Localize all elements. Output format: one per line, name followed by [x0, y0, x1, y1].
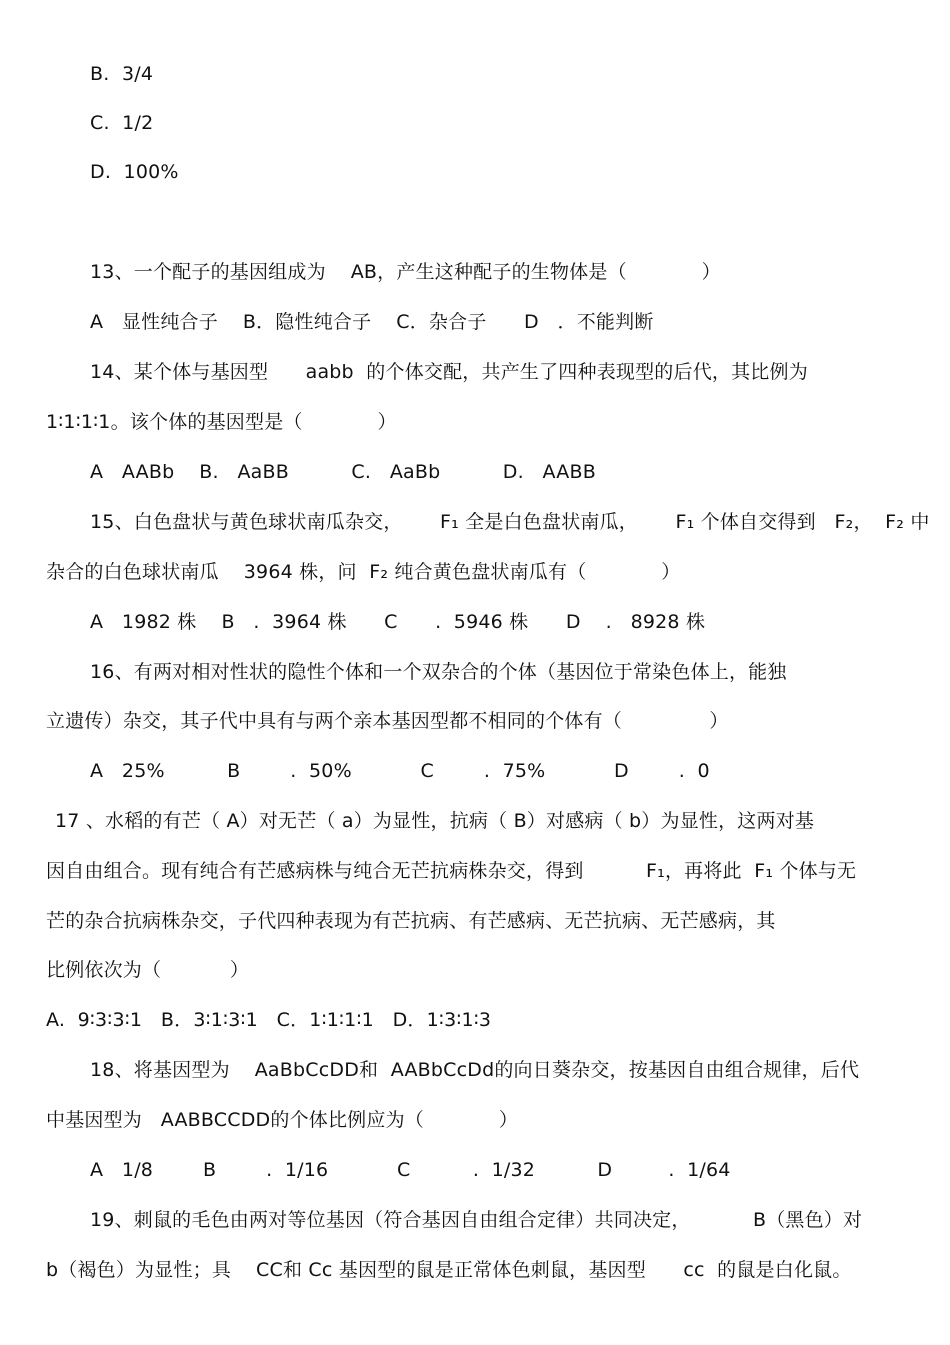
option-c-prev: C. 1/2	[90, 112, 154, 134]
question-18-stem: 18、将基因型为 AaBbCcDD和 AABbCcDd的向日葵杂交，按基因自由组合规律，后代	[90, 1059, 860, 1081]
question-16-stem-continued: 立遗传）杂交，其子代中具有与两个亲本基因型都不相同的个体有（ ）	[46, 710, 729, 732]
question-19-stem: 19、刺鼠的毛色由两对等位基因（符合基因自由组合定律）共同决定， B（黑色）对	[90, 1209, 863, 1231]
question-13-stem: 13、一个配子的基因组成为 AB，产生这种配子的生物体是（ ）	[90, 261, 721, 283]
question-19-stem-continued: b（褐色）为显性；具 CC和 Cc 基因型的鼠是正常体色刺鼠，基因型 cc 的鼠是白化鼠。	[46, 1259, 852, 1281]
question-18-options: A 1/8 B . 1/16 C . 1/32 D . 1/64	[90, 1159, 731, 1181]
question-17-stem: 17 、水稻的有芒（ A）对无芒（ a）为显性，抗病（ B）对感病（ b）为显性，这两对基	[55, 810, 815, 832]
question-17-options: A. 9∶3∶3∶1 B．3∶1∶3∶1 C．1∶1∶1∶1 D．1∶3∶1∶3	[46, 1009, 492, 1031]
question-17-stem-continued-3: 比例依次为（ ）	[46, 959, 250, 981]
question-16-options: A 25% B . 50% C . 75% D . 0	[90, 760, 710, 782]
question-15-stem-continued: 杂合的白色球状南瓜 3964 株，问 F₂ 纯合黄色盘状南瓜有（ ）	[46, 561, 681, 583]
question-13-options: A 显性纯合子 B．隐性纯合子 C．杂合子 D ．不能判断	[90, 311, 654, 333]
question-18-stem-continued: 中基因型为 AABBCCDD的个体比例应为（ ）	[46, 1109, 519, 1131]
question-15-stem: 15、白色盘状与黄色球状南瓜杂交， F₁ 全是白色盘状南瓜， F₁ 个体自交得到 F₂， F₂ 中	[90, 511, 930, 533]
question-17-stem-continued-2: 芒的杂合抗病株杂交，子代四种表现为有芒抗病、有芒感病、无芒抗病、无芒感病，其	[46, 910, 776, 932]
question-17-stem-continued-1: 因自由组合。现有纯合有芒感病株与纯合无芒抗病株杂交，得到 F₁，再将此 F₁ 个体与无	[46, 860, 857, 882]
question-14-stem: 14、某个体与基因型 aabb 的个体交配，共产生了四种表现型的后代，其比例为	[90, 361, 808, 383]
option-b-prev: B. 3/4	[90, 63, 154, 85]
question-16-stem: 16、有两对相对性状的隐性个体和一个双杂合的个体（基因位于常染色体上，能独	[90, 661, 787, 683]
option-d-prev: D. 100%	[90, 161, 179, 183]
question-15-options: A 1982 株 B . 3964 株 C . 5946 株 D . 8928 株	[90, 611, 706, 633]
question-14-options: A AABb B. AaBB C. AaBb D. AABB	[90, 461, 596, 483]
question-14-stem-continued: 1∶1∶1∶1。该个体的基因型是（ ）	[46, 411, 397, 433]
